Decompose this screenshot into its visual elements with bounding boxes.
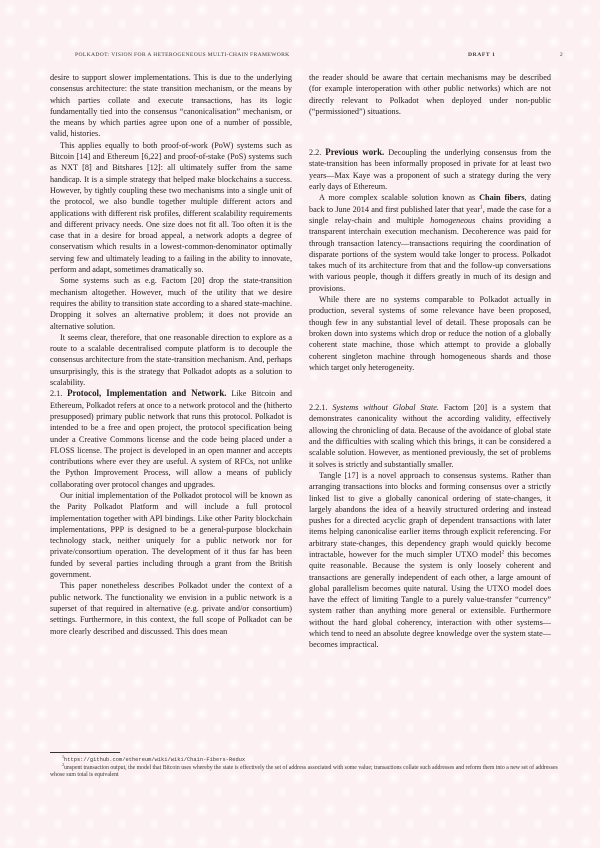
paragraph [309,470,551,651]
paragraph: This applies equally to both proof-of-work (PoW) systems such as Bitcoin [14] and Ethereum [6,22] and proof-of-stake (PoS) systems such as NXT [8] and Bitshares [12]: all ultimately suffer from the same handicap. It is a simple strategy that helped make blockchains a success. However, by tightly coupling these two mechanisms into a single unit of the protocol, we also bundle together multiple different actors and applications with different risk profiles, different scalability requirements and different privacy needs. One size does not fit all. Too often it is the case that in a desire for broad appeal, a network adopts a degree of conservatism which results in a lowest-common-denominator optimally serving few and ultimately leading to a failing in the ability to innovate, perform and adapt, sometimes dramatically so. [50,140,292,275]
paragraph-text: Like Bitcoin and Ethereum, Polkadot refers at once to a network protocol and the (hitherto presupposed) primary public network that runs this protocol. Polkadot is intended to be a free and open project, the protocol specification being under a Creative Commons license and the code being placed under a FLOSS license. The project is developed in an open manner and accepts contributions where ever they are useful. A system of RFCs, not unlike the Python Improvement Process, will allow a means of publicly collaborating over protocol changes and upgrades. [50,389,293,489]
paragraph-text: Decoupling the underlying consensus from the state-transition has been informally proposed in private for at least two years—Max Kaye was a proponent of such a strategy during the very early days of Ethereum. [309,148,552,192]
paragraph: This paper nonetheless describes Polkadot under the context of a public network. The functionality we envision in a public network is a superset of that required in alternative (e.g. private and/or consortium) settings. Furthermore, in this context, the full scope of Polkadot can be more clearly described and discussed. This does mean [50,581,292,636]
section-2-2-heading-paragraph [309,147,551,192]
running-header [75,52,570,64]
homogeneous-term: homogeneous [430,215,476,225]
footnote-mark: 1 [62,754,64,760]
left-column [50,72,292,637]
section-number: 2.1. [50,389,63,399]
paragraph: While there are no systems comparable to Polkadot actually in production, several systems of some relevance have been proposed, though few in any substantial level of detail. These proposals can be broken down into systems which drop or reduce the notion of a globally coherent state machine, those which attempt to provide a globally coherent singleton machine through homogeneous shards and those which target only heterogeneity. [309,295,551,372]
footnote-2 [50,761,560,780]
right-column [309,72,551,651]
footnote-1 [50,754,560,765]
text: this becomes quite reasonable. Because the system is only loosely coherent and transactions are generally independent of each other, a large amount of global parallelism becomes quite natural. Using the UTXO model does have the effect of limiting Tangle to a purely value-transfer “currency” system rather than anything more general or extensible. Furthermore without the hard global coherency, interaction with other systems—which tend to need an absolute degree knowledge over the system state—becomes impractical. [309,549,551,650]
footnote-text: unspent transaction output, the model that Bitcoin uses whereby the state is effectively the set of address associated with some value; transactions collate such addresses and reform them into a new set of addresses whose sum total is equivalent [50,764,558,779]
footnotes [50,754,560,780]
running-title: POLKADOT: VISION FOR A HETEROGENEOUS MULTI-CHAIN FRAMEWORK [75,52,290,58]
footnote-mark: 2 [62,761,64,767]
footnote-ref[interactable]: 2 [501,550,505,556]
paragraph: Some systems such as e.g. Factom [20] drop the state-transition mechanism altogether. However, much of the utility that we desire requires the ability to transition state according to a shared state-machine. Dropping it solves an alternative problem; it does not provide an alternative solution. [50,276,292,331]
footnote-rule [50,752,120,753]
draft-label: DRAFT 1 [468,52,496,58]
chain-fibers-term: Chain fibers [479,193,525,203]
page-number: 2 [559,52,563,58]
text: , dating back to June 2014 and first published later that year [309,193,551,214]
text: , made the case for a single relay-chain and multiple [309,204,551,225]
section-2-2-1-heading-paragraph [309,402,551,470]
paragraph: Our initial implementation of the Polkadot protocol will be known as the Parity Polkadot Platform and will include a full protocol implementation together with API bindings. Like other Parity blockchain implementations, PPP is designed to be a general-purpose blockchain technology stack, neither uniquely for a public network nor for private/consortium operation. The development of it thus far has been funded by several parties including through a grant from the British government. [50,490,292,580]
paragraph: It seems clear, therefore, that one reasonable direction to explore as a route to a scalable decentralised compute platform is to decouple the consensus architecture from the state-transition mechanism. And, perhaps unsurprisingly, this is the strategy that Polkadot adopts as a solution to scalability. [50,332,292,388]
text: Tangle [17] is a novel approach to consensus systems. Rather than arranging transactions into blocks and forming consensus over a strictly linked list to give a globally canonical ordering of state-changes, it largely abandons the idea of a heavily structured ordering and instead pushes for a directed acyclic graph of dependent transactions with later items helping canonicalise earlier items through explicit referencing. For arbitrary state-changes, this dependency graph would quickly become intractable, however for the much simpler UTXO model [309,470,551,559]
section-2-1-heading-paragraph [50,388,292,490]
section-number: 2.2. [309,148,322,158]
section-number: 2.2.1. [309,403,328,413]
text: A more complex scalable solution known as [319,193,480,203]
paragraph: the reader should be aware that certain mechanisms may be described (for example interoperation with other public networks) which are not directly relevant to Polkadot when deployed under non-public (“permissioned”) situations. [309,73,551,116]
section-title: Protocol, Implementation and Network. [67,388,227,399]
paragraph-text: Factom [20] is a system that demonstrates canonicality without the according validity, effectively allowing the chronicling of data. Because of the avoidance of global state and the difficulties with scaling which this brings, it can be considered a scalable solution. However, as mentioned previously, the set of problems it solves is strictly and substantially smaller. [309,403,552,469]
text: chains providing a transparent interchain execution mechanism. Decoherence was paid for through transaction latency—transactions requiring the coordination of disparate portions of the system would take longer to process. Polkadot takes much of its architecture from that and the follow-up conversations with various people, though it differs greatly in much of its design and provisions. [309,215,551,293]
subsection-title: Systems without Global State. [332,403,439,413]
paragraph [309,192,551,294]
paragraph: desire to support slower implementations. This is due to the underlying consensus architecture: the state transition mechanism, or the means by which parties collate and execute transactions, has its logic fundamentally tied into the consensus “canonicalisation” mechanism, or the means by which parties agree upon one of a number of possible, valid, histories. [50,73,292,139]
footnote-ref[interactable]: 1 [480,204,483,210]
section-title: Previous work. [325,147,385,158]
footnote-link[interactable]: https://github.com/ethereum/wiki/wiki/Chain-Fibers-Redux [64,757,246,763]
